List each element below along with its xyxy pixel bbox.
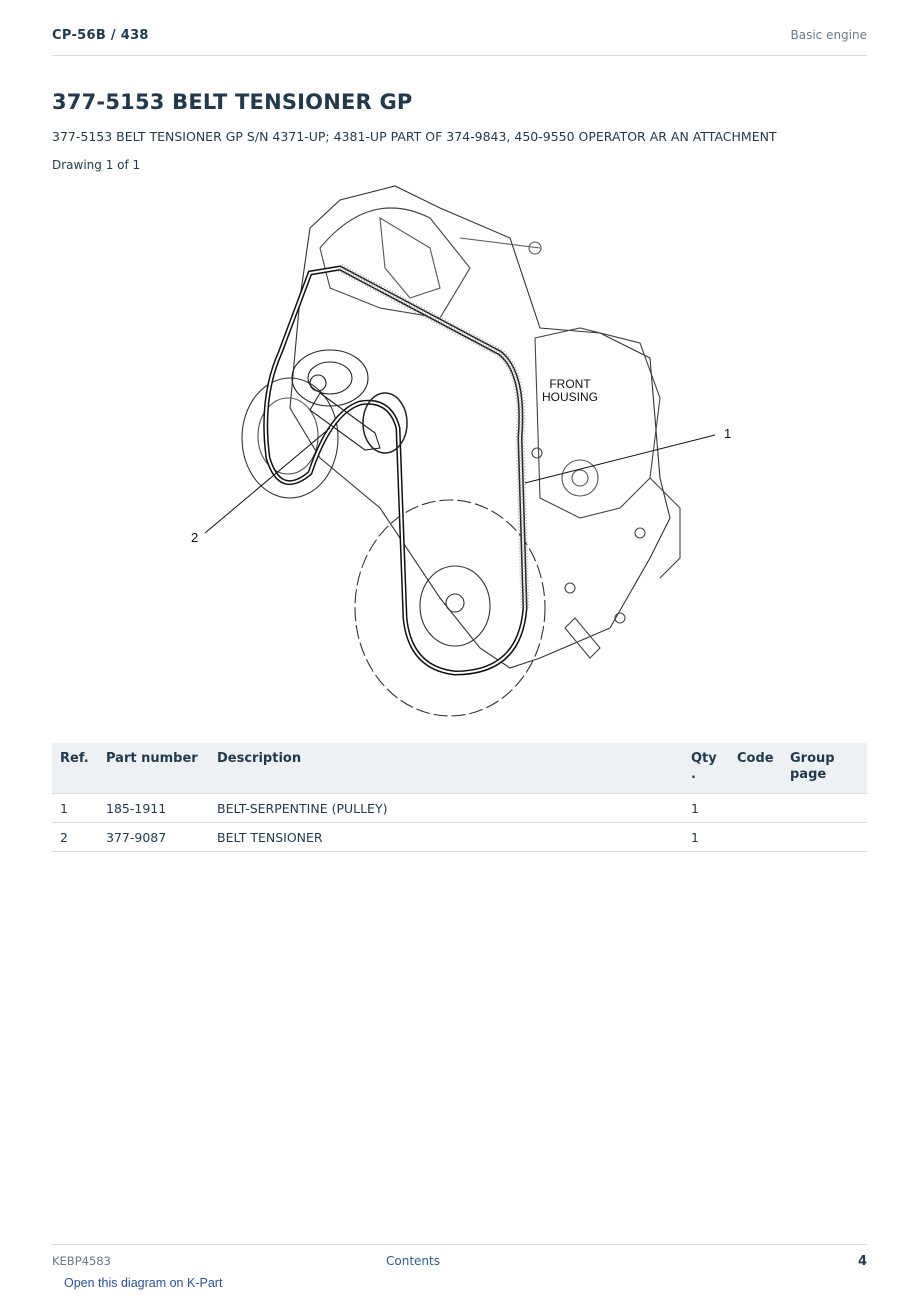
cell-qty: 1: [683, 794, 729, 823]
page-footer: [52, 1244, 867, 1274]
table-row: [52, 823, 867, 852]
cell-group-page: [782, 823, 867, 852]
cell-ref: 1: [52, 794, 98, 823]
col-header-code: Code: [737, 751, 774, 766]
cell-description: BELT TENSIONER: [209, 823, 683, 852]
drawing-counter: Drawing 1 of 1: [52, 158, 141, 172]
cell-part-number: 377-9087: [98, 823, 209, 852]
cell-part-number: 185-1911: [98, 794, 209, 823]
cell-code: [729, 823, 782, 852]
callout-1: 1: [724, 426, 732, 441]
col-header-ref: Ref.: [60, 751, 89, 766]
table-header-row: [52, 743, 867, 794]
callout-2: 2: [191, 530, 199, 545]
parts-table: [52, 743, 867, 852]
cell-group-page: [782, 794, 867, 823]
cell-qty: 1: [683, 823, 729, 852]
footer-document-code: KEBP4583: [52, 1254, 111, 1268]
cell-description: BELT-SERPENTINE (PULLEY): [209, 794, 683, 823]
page-subtitle: 377-5153 BELT TENSIONER GP S/N 4371-UP; 4381-UP PART OF 374-9843, 450-9550 OPERATOR AR AN ATTACHMENT: [52, 129, 777, 144]
parts-diagram: [180, 178, 740, 723]
cell-ref: 2: [52, 823, 98, 852]
page-title: 377-5153 BELT TENSIONER GP: [52, 90, 413, 114]
page-header: [52, 28, 867, 56]
col-header-group-page: Group page: [790, 751, 835, 782]
col-header-qty: Qty .: [691, 751, 717, 782]
front-housing-label-line1: FRONT: [549, 377, 591, 391]
front-housing-label-line2: HOUSING: [541, 390, 599, 404]
section-name: Basic engine: [790, 28, 867, 42]
contents-link[interactable]: Contents: [386, 1254, 440, 1268]
col-header-description: Description: [217, 751, 302, 766]
document-id: CP-56B / 438: [52, 28, 149, 43]
cell-code: [729, 794, 782, 823]
col-header-part-number: Part number: [106, 751, 198, 766]
page-number: 4: [857, 1254, 867, 1269]
open-in-kpart-link[interactable]: Open this diagram on K-Part: [64, 1276, 223, 1290]
table-row: [52, 794, 867, 823]
